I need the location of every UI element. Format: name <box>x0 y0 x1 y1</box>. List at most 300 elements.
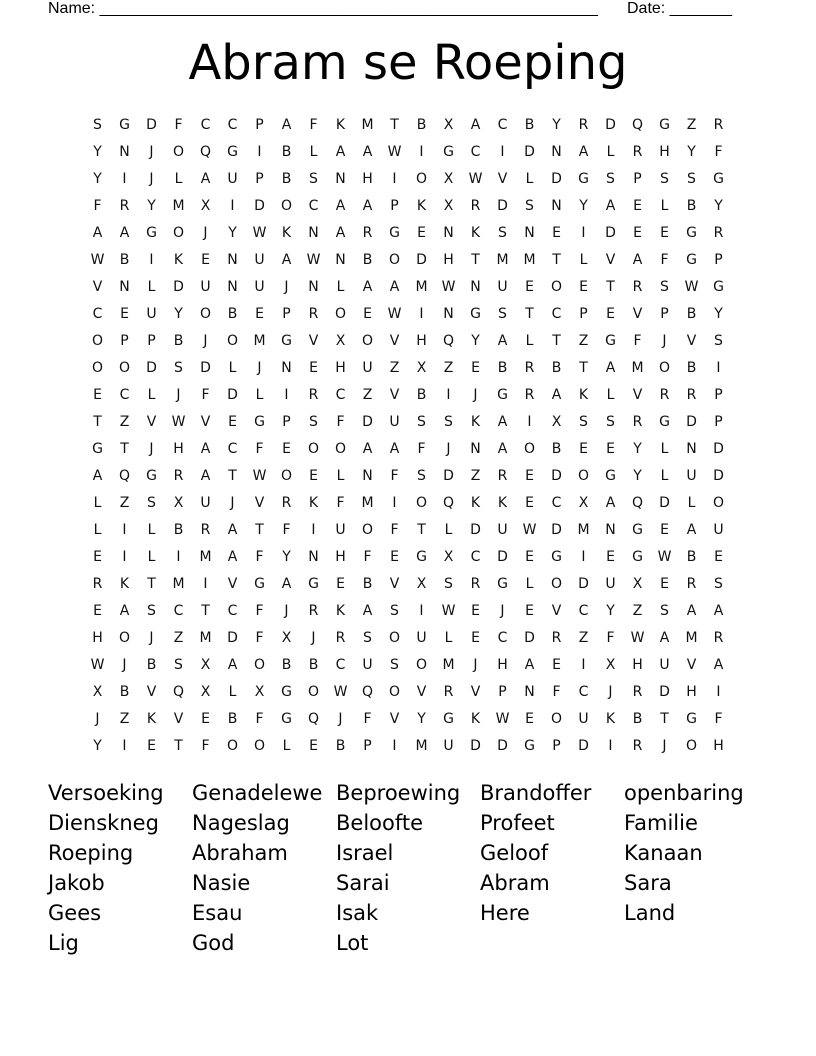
grid-row <box>84 219 732 246</box>
grid-letter: A <box>281 575 292 592</box>
grid-letter: J <box>284 602 289 619</box>
grid-letter: E <box>660 224 669 241</box>
grid-letter: M <box>523 251 536 268</box>
grid-letter: Y <box>714 305 723 322</box>
grid-letter: F <box>336 494 345 511</box>
grid-letter: R <box>524 359 535 376</box>
grid-letter: Z <box>686 116 697 133</box>
grid-letter: M <box>442 656 455 673</box>
grid-letter: X <box>200 656 211 673</box>
word-bank-item: Lig <box>48 931 79 955</box>
grid-letter: L <box>147 548 156 565</box>
grid-letter: E <box>471 602 480 619</box>
grid-letter: N <box>605 521 616 538</box>
grid-letter: J <box>338 710 343 727</box>
grid-letter: F <box>201 737 210 754</box>
grid-letter: X <box>416 575 427 592</box>
grid-letter: A <box>92 224 103 241</box>
grid-letter: E <box>660 575 669 592</box>
grid-letter: F <box>660 251 669 268</box>
grid-letter: E <box>147 737 156 754</box>
grid-letter: C <box>119 386 130 403</box>
grid-letter: N <box>335 170 346 187</box>
grid-letter: E <box>120 305 129 322</box>
grid-letter: R <box>443 683 454 700</box>
grid-letter: D <box>470 737 481 754</box>
grid-row <box>84 354 732 381</box>
grid-letter: P <box>714 251 723 268</box>
grid-letter: G <box>659 413 670 430</box>
grid-letter: U <box>200 494 211 511</box>
grid-letter: F <box>633 332 642 349</box>
grid-letter: J <box>149 629 154 646</box>
grid-letter: Y <box>93 143 102 160</box>
grid-letter: M <box>361 494 374 511</box>
name-field-label: Name: ________________________________________________________ <box>48 0 598 17</box>
grid-letter: F <box>255 440 264 457</box>
grid-letter: X <box>551 413 562 430</box>
grid-letter: R <box>524 386 535 403</box>
grid-letter: D <box>470 521 481 538</box>
grid-letter: G <box>281 332 292 349</box>
grid-letter: J <box>311 629 316 646</box>
grid-letter: W <box>441 602 456 619</box>
grid-letter: B <box>551 440 562 457</box>
grid-letter: U <box>605 575 616 592</box>
grid-letter: K <box>470 413 481 430</box>
grid-letter: G <box>389 224 400 241</box>
grid-letter: Y <box>147 197 156 214</box>
grid-letter: I <box>122 548 127 565</box>
grid-letter: E <box>93 548 102 565</box>
word-bank-item: Brandoffer <box>480 781 592 805</box>
grid-letter: A <box>362 278 373 295</box>
grid-letter: I <box>122 170 127 187</box>
grid-row <box>84 327 732 354</box>
grid-letter: A <box>686 602 697 619</box>
grid-letter: E <box>309 737 318 754</box>
grid-letter: W <box>252 467 267 484</box>
grid-letter: V <box>146 413 157 430</box>
grid-letter: E <box>255 305 264 322</box>
grid-letter: V <box>389 386 400 403</box>
grid-letter: S <box>417 467 426 484</box>
grid-letter: V <box>254 494 265 511</box>
grid-letter: J <box>149 170 154 187</box>
grid-letter: E <box>525 602 534 619</box>
grid-letter: R <box>632 737 643 754</box>
grid-letter: S <box>579 413 588 430</box>
grid-letter: L <box>336 467 345 484</box>
grid-letter: I <box>419 143 424 160</box>
grid-letter: O <box>280 467 293 484</box>
grid-letter: G <box>551 548 562 565</box>
grid-letter: X <box>443 548 454 565</box>
grid-row <box>84 111 732 138</box>
grid-letter: M <box>172 575 185 592</box>
grid-letter: D <box>227 629 238 646</box>
grid-letter: A <box>200 467 211 484</box>
word-bank-item: Gees <box>48 901 102 925</box>
grid-letter: P <box>147 332 156 349</box>
grid-letter: Y <box>633 440 642 457</box>
grid-letter: U <box>335 521 346 538</box>
grid-letter: F <box>390 467 399 484</box>
grid-letter: A <box>686 521 697 538</box>
grid-letter: V <box>686 332 697 349</box>
grid-letter: E <box>525 494 534 511</box>
grid-letter: E <box>228 413 237 430</box>
grid-letter: P <box>714 413 723 430</box>
grid-letter: L <box>147 278 156 295</box>
grid-letter: N <box>686 440 697 457</box>
grid-letter: F <box>336 413 345 430</box>
grid-letter: H <box>92 629 103 646</box>
grid-letter: O <box>415 170 428 187</box>
grid-letter: V <box>146 683 157 700</box>
grid-letter: G <box>686 710 697 727</box>
grid-letter: R <box>92 575 103 592</box>
grid-letter: A <box>200 440 211 457</box>
grid-letter: E <box>336 575 345 592</box>
grid-letter: N <box>227 278 238 295</box>
grid-letter: R <box>686 575 697 592</box>
grid-letter: A <box>605 359 616 376</box>
grid-letter: Y <box>174 305 183 322</box>
grid-letter: A <box>119 224 130 241</box>
grid-letter: J <box>149 143 154 160</box>
grid-letter: O <box>550 278 563 295</box>
grid-letter: F <box>552 683 561 700</box>
grid-letter: R <box>713 629 724 646</box>
grid-letter: A <box>551 386 562 403</box>
grid-letter: T <box>93 413 102 430</box>
grid-letter: L <box>228 359 237 376</box>
grid-row <box>84 678 732 705</box>
grid-letter: E <box>93 386 102 403</box>
grid-letter: S <box>147 494 156 511</box>
grid-letter: V <box>92 278 103 295</box>
grid-letter: Y <box>93 737 102 754</box>
grid-letter: X <box>173 494 184 511</box>
grid-letter: D <box>497 548 508 565</box>
grid-letter: K <box>173 251 184 268</box>
grid-letter: S <box>525 197 534 214</box>
word-bank <box>48 778 768 958</box>
grid-letter: L <box>93 494 102 511</box>
grid-letter: G <box>578 170 589 187</box>
grid-letter: S <box>417 413 426 430</box>
grid-letter: Q <box>442 494 455 511</box>
grid-letter: E <box>714 548 723 565</box>
grid-letter: Z <box>470 467 481 484</box>
grid-letter: T <box>471 251 480 268</box>
grid-letter: R <box>659 386 670 403</box>
grid-letter: T <box>201 602 210 619</box>
word-bank-item: Beproewing <box>336 781 461 805</box>
grid-letter: E <box>579 278 588 295</box>
grid-letter: R <box>578 116 589 133</box>
grid-letter: M <box>253 332 266 349</box>
grid-letter: I <box>527 413 532 430</box>
grid-letter: W <box>495 710 510 727</box>
grid-letter: A <box>578 143 589 160</box>
grid-letter: L <box>525 332 534 349</box>
grid-letter: Q <box>631 116 644 133</box>
grid-letter: T <box>390 116 399 133</box>
grid-letter: R <box>308 386 319 403</box>
grid-letter: E <box>309 359 318 376</box>
grid-row <box>84 732 732 759</box>
grid-letter: R <box>632 278 643 295</box>
grid-letter: L <box>147 386 156 403</box>
grid-letter: K <box>470 494 481 511</box>
grid-row <box>84 705 732 732</box>
grid-letter: J <box>203 224 208 241</box>
grid-letter: H <box>173 440 184 457</box>
grid-letter: X <box>200 683 211 700</box>
grid-letter: K <box>335 116 346 133</box>
grid-letter: G <box>659 116 670 133</box>
grid-letter: B <box>173 332 184 349</box>
grid-letter: V <box>173 710 184 727</box>
grid-letter: H <box>335 359 346 376</box>
grid-letter: X <box>578 494 589 511</box>
word-bank-item: Here <box>480 901 530 925</box>
grid-letter: K <box>470 710 481 727</box>
grid-letter: F <box>255 710 264 727</box>
grid-letter: W <box>333 683 348 700</box>
grid-letter: O <box>253 737 266 754</box>
grid-letter: B <box>281 143 292 160</box>
grid-letter: L <box>255 386 264 403</box>
grid-letter: A <box>362 143 373 160</box>
grid-letter: S <box>444 575 453 592</box>
grid-letter: E <box>606 548 615 565</box>
grid-letter: Q <box>442 332 455 349</box>
grid-letter: O <box>685 737 698 754</box>
grid-letter: D <box>551 170 562 187</box>
grid-letter: I <box>203 575 208 592</box>
grid-letter: Y <box>228 224 237 241</box>
grid-letter: D <box>362 413 373 430</box>
grid-letter: Z <box>389 359 400 376</box>
grid-letter: J <box>608 683 613 700</box>
grid-letter: S <box>606 170 615 187</box>
grid-letter: J <box>176 386 181 403</box>
grid-letter: G <box>632 521 643 538</box>
grid-letter: E <box>471 629 480 646</box>
grid-letter: S <box>714 332 723 349</box>
grid-letter: Z <box>362 386 373 403</box>
grid-letter: A <box>92 467 103 484</box>
word-bank-item: God <box>192 931 235 955</box>
grid-letter: D <box>443 467 454 484</box>
grid-letter: H <box>497 656 508 673</box>
worksheet-header <box>48 0 748 20</box>
grid-letter: Y <box>471 332 480 349</box>
grid-row <box>84 273 732 300</box>
grid-letter: U <box>497 278 508 295</box>
grid-letter: U <box>416 629 427 646</box>
grid-letter: R <box>686 386 697 403</box>
word-bank-item: Jakob <box>48 871 105 895</box>
grid-letter: U <box>362 359 373 376</box>
grid-letter: F <box>255 629 264 646</box>
grid-letter: I <box>581 224 586 241</box>
grid-letter: B <box>119 251 130 268</box>
grid-letter: Y <box>282 548 291 565</box>
grid-letter: C <box>335 656 346 673</box>
grid-letter: U <box>362 656 373 673</box>
grid-row <box>84 624 732 651</box>
grid-letter: O <box>577 467 590 484</box>
grid-letter: Z <box>119 413 130 430</box>
grid-letter: L <box>525 575 534 592</box>
grid-letter: A <box>470 116 481 133</box>
word-bank-item: Abraham <box>192 841 288 865</box>
grid-letter: B <box>416 116 427 133</box>
grid-letter: L <box>606 386 615 403</box>
grid-letter: L <box>147 521 156 538</box>
grid-letter: L <box>579 251 588 268</box>
grid-letter: A <box>389 278 400 295</box>
grid-letter: X <box>92 683 103 700</box>
grid-letter: W <box>522 521 537 538</box>
grid-letter: B <box>686 197 697 214</box>
grid-letter: J <box>203 332 208 349</box>
grid-letter: G <box>146 224 157 241</box>
word-bank-item: openbaring <box>624 781 744 805</box>
grid-letter: F <box>714 143 723 160</box>
grid-letter: R <box>632 683 643 700</box>
grid-letter: U <box>713 521 724 538</box>
grid-row <box>84 192 732 219</box>
grid-letter: P <box>255 170 264 187</box>
grid-letter: E <box>552 224 561 241</box>
grid-letter: U <box>443 737 454 754</box>
grid-letter: E <box>606 305 615 322</box>
grid-letter: F <box>390 521 399 538</box>
grid-letter: I <box>176 548 181 565</box>
grid-letter: O <box>550 575 563 592</box>
grid-letter: Z <box>632 602 643 619</box>
grid-letter: F <box>174 116 183 133</box>
grid-letter: G <box>686 251 697 268</box>
word-bank-item: Nageslag <box>192 811 290 835</box>
grid-letter: F <box>309 116 318 133</box>
grid-letter: S <box>687 170 696 187</box>
grid-letter: H <box>686 683 697 700</box>
word-bank-item: Land <box>624 901 676 925</box>
grid-letter: P <box>714 386 723 403</box>
grid-letter: I <box>500 143 505 160</box>
grid-letter: R <box>551 629 562 646</box>
grid-letter: G <box>632 548 643 565</box>
grid-letter: A <box>281 116 292 133</box>
grid-letter: I <box>446 386 451 403</box>
grid-letter: N <box>308 548 319 565</box>
date-field-label: Date: _______ <box>627 0 732 17</box>
grid-letter: R <box>308 305 319 322</box>
grid-letter: T <box>120 440 129 457</box>
grid-letter: N <box>281 359 292 376</box>
grid-letter: S <box>93 116 102 133</box>
grid-letter: V <box>497 170 508 187</box>
grid-letter: D <box>713 440 724 457</box>
grid-letter: W <box>252 224 267 241</box>
grid-letter: F <box>255 602 264 619</box>
grid-letter: I <box>392 737 397 754</box>
grid-letter: W <box>387 305 402 322</box>
grid-row <box>84 138 732 165</box>
grid-letter: U <box>146 305 157 322</box>
grid-letter: J <box>122 656 127 673</box>
grid-letter: N <box>308 224 319 241</box>
grid-letter: P <box>390 197 399 214</box>
grid-letter: G <box>686 224 697 241</box>
grid-letter: P <box>120 332 129 349</box>
grid-letter: E <box>552 656 561 673</box>
grid-letter: E <box>525 548 534 565</box>
grid-letter: Q <box>118 467 131 484</box>
grid-letter: G <box>713 170 724 187</box>
grid-letter: A <box>362 197 373 214</box>
grid-letter: G <box>92 440 103 457</box>
grid-letter: X <box>632 575 643 592</box>
grid-letter: N <box>362 467 373 484</box>
grid-letter: V <box>605 251 616 268</box>
grid-letter: U <box>659 656 670 673</box>
grid-letter: C <box>551 305 562 322</box>
grid-letter: C <box>335 386 346 403</box>
grid-letter: X <box>281 629 292 646</box>
grid-letter: U <box>254 251 265 268</box>
grid-letter: E <box>633 224 642 241</box>
grid-letter: I <box>257 143 262 160</box>
grid-letter: D <box>605 224 616 241</box>
grid-letter: G <box>227 143 238 160</box>
grid-letter: S <box>660 170 669 187</box>
grid-letter: R <box>470 575 481 592</box>
grid-letter: N <box>335 251 346 268</box>
grid-letter: G <box>254 413 265 430</box>
word-bank-item: Profeet <box>480 811 555 835</box>
grid-letter: D <box>146 116 157 133</box>
grid-letter: D <box>173 278 184 295</box>
grid-letter: E <box>417 224 426 241</box>
grid-letter: O <box>388 629 401 646</box>
grid-letter: K <box>497 494 508 511</box>
grid-letter: I <box>419 602 424 619</box>
grid-letter: C <box>173 602 184 619</box>
grid-row <box>84 408 732 435</box>
grid-letter: B <box>686 305 697 322</box>
grid-letter: C <box>227 116 238 133</box>
grid-letter: A <box>713 656 724 673</box>
grid-letter: D <box>254 197 265 214</box>
grid-letter: L <box>660 467 669 484</box>
grid-letter: S <box>714 575 723 592</box>
grid-letter: O <box>118 359 131 376</box>
grid-letter: C <box>497 116 508 133</box>
grid-letter: I <box>122 737 127 754</box>
letter-grid <box>84 111 732 759</box>
grid-letter: N <box>119 278 130 295</box>
grid-letter: V <box>308 332 319 349</box>
grid-letter: M <box>172 197 185 214</box>
grid-letter: E <box>606 440 615 457</box>
